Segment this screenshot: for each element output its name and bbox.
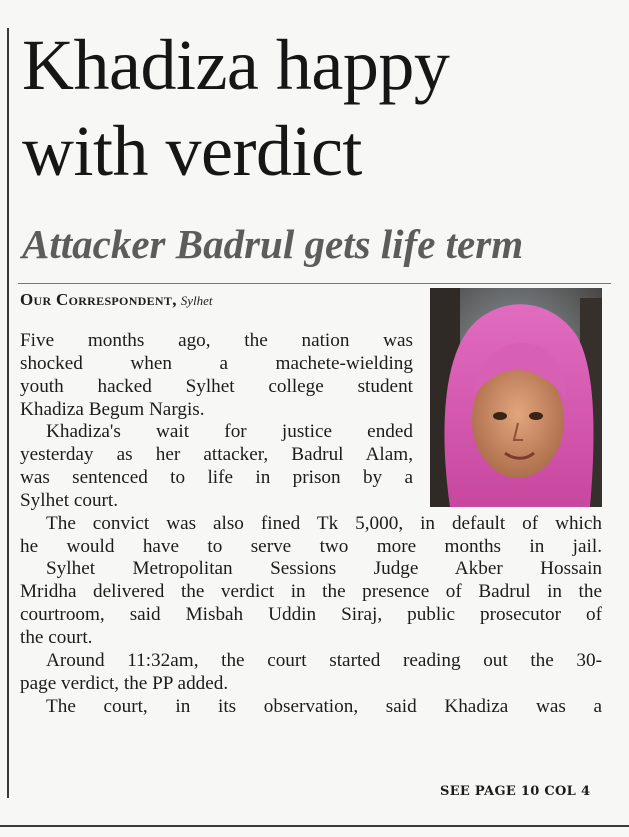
headline [22,22,622,194]
byline-location: Sylhet [180,293,213,308]
body-line: Around 11:32am, the court started reading out the 30- [46,649,602,671]
body-line: youth hacked Sylhet college student [20,375,413,397]
body-line: Mridha delivered the verdict in the presence of Badrul in the [20,581,602,603]
body-line: Sylhet court. [20,489,119,511]
byline-correspondent: Our Correspondent, [20,290,177,309]
body-line: the court. [20,626,93,648]
headline-line-2: with verdict [22,111,362,191]
body-line: Khadiza's wait for justice ended [46,421,413,443]
body-line: courtroom, said Misbah Uddin Siraj, public prosecutor of [20,604,602,626]
byline [20,289,213,312]
body-line: The convict was also fined Tk 5,000, in default of which [46,512,602,534]
body-line: was sentenced to life in prison by a [20,467,413,489]
body-line: yesterday as her attacker, Badrul Alam, [20,444,413,466]
body-line: shocked when a machete-wielding [20,352,413,374]
column-rule [7,28,9,798]
body-line: Sylhet Metropolitan Sessions Judge Akber Hossain [46,558,602,580]
body-line: page verdict, the PP added. [20,672,229,694]
body-line: Five months ago, the nation was [20,330,413,351]
headline-line-1: Khadiza happy [22,25,450,105]
subheadline: Attacker Badrul gets life term [22,221,524,267]
continuation-note: SEE PAGE 10 COL 4 [440,784,591,799]
body-line: he would have to serve two more months in jail. [20,535,602,557]
article-body [20,330,602,718]
bottom-rule [0,825,629,827]
body-line: The court, in its observation, said Khadiza was a [46,695,602,717]
byline-divider [18,283,611,284]
body-line: Khadiza Begum Nargis. [20,398,205,420]
